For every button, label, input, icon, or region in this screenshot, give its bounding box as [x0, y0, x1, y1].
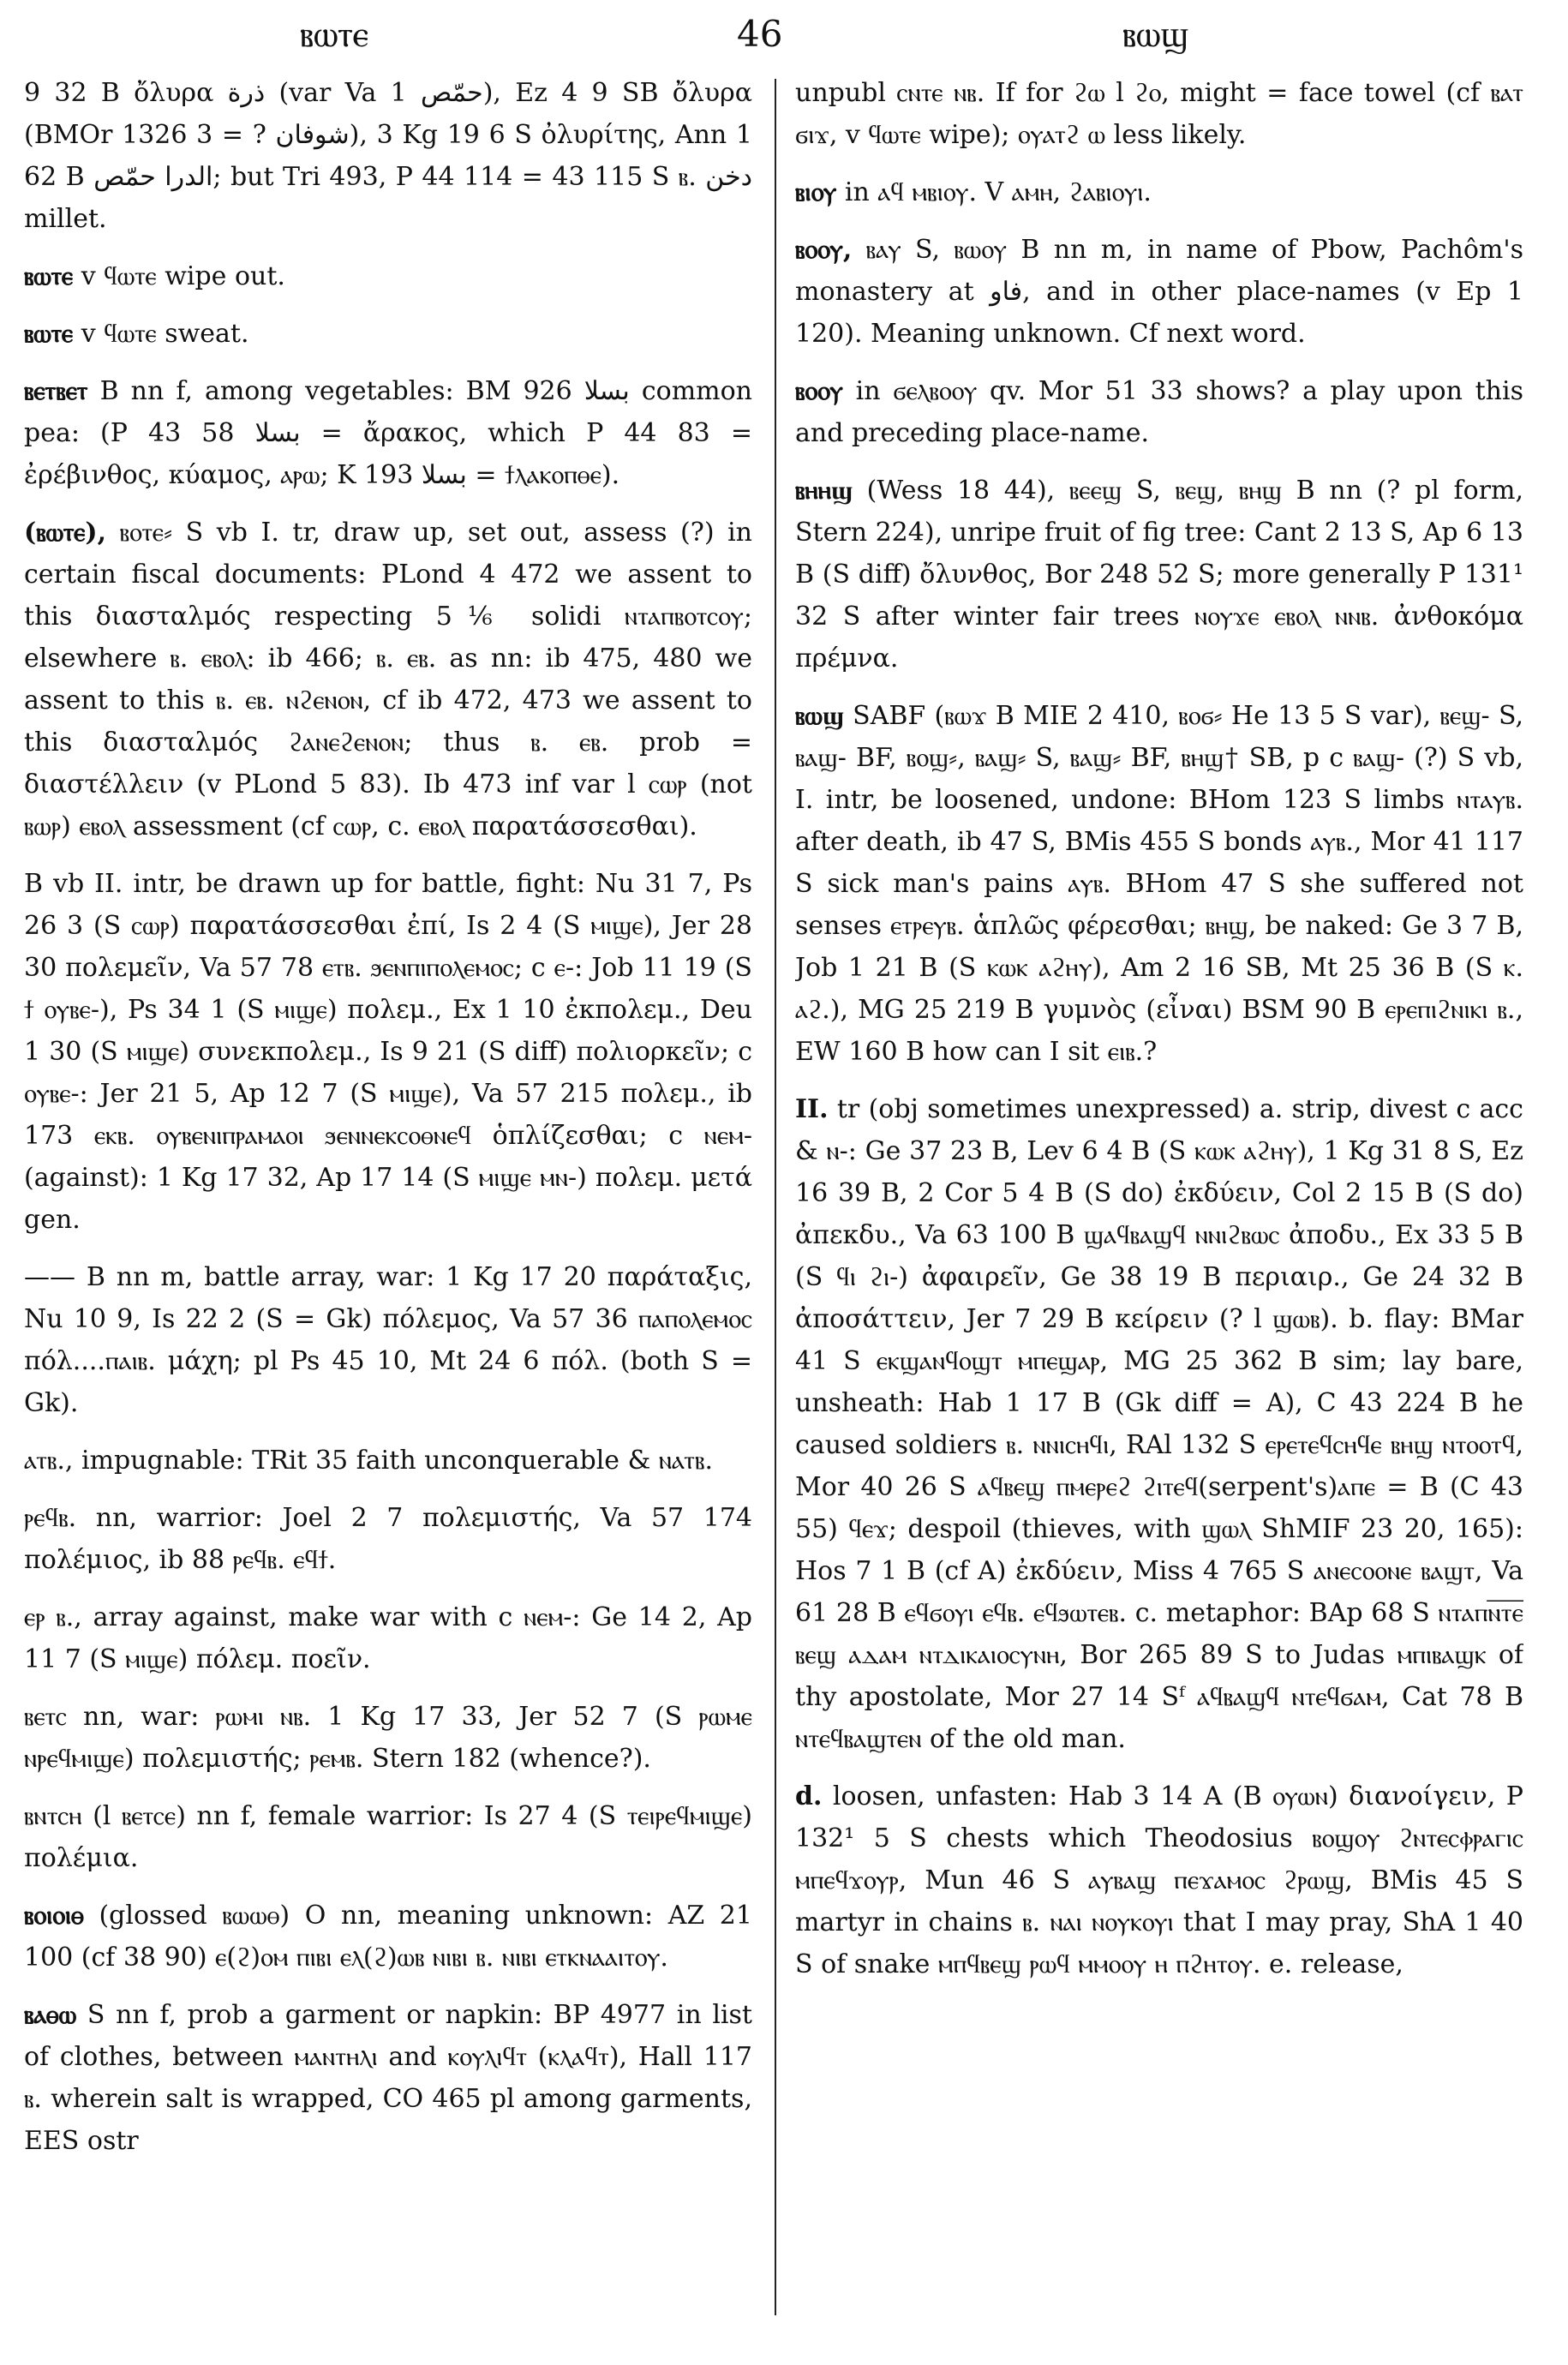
entry-text: B vb II. intr, be drawn up for battle, fight: Nu 31 7, Ps 26 3 (S ⲥⲱⲣ) παρατάσσεσθαι ἐπί, Is 2 4 (S ⲙⲓϣⲉ), Jer 28 30 πολεμεῖν, Va 57 78 ⲉⲧⲃ. ϧⲉⲛⲡⲓⲡⲟⲗⲉⲙⲟⲥ; c ⲉ-: Job 11 19 (S ϯ ⲟⲩⲃⲉ-), Ps 34 1 (S ⲙⲓϣⲉ) πολεμ., Ex 1 10 ἐκπολεμ., Deu 1 30 (S ⲙⲓϣⲉ) συνεκπολεμ., Is 9 21 (S diff) πολιορκεῖν; c ⲟⲩⲃⲉ-: Jer 21 5, Ap 12 7 (S ⲙⲓϣⲉ), Va 57 215 πολεμ., ib 173 ⲉⲕⲃ. ⲟⲩⲃⲉⲛⲓⲡⲣⲁⲙⲁⲟⲓ ϧⲉⲛⲛⲉⲕⲥⲟⲑⲛⲉϥ ὁπλίζεσθαι; c ⲛⲉⲙ- (against): 1 Kg 17 32, Ap 17 14 (S ⲙⲓϣⲉ ⲙⲛ-) πολεμ. μετά gen. — [24, 869, 752, 1235]
entry-text: v ϥⲱⲧⲉ wipe out. — [81, 261, 285, 291]
dictionary-entry — [24, 1994, 752, 2162]
entry-text: ⲃⲉⲧⲥ nn, war: ⲣⲱⲙⲓ ⲛⲃ. 1 Kg 17 33, Jer 52 7 (S ⲣⲱⲙⲉ ⲛⲣⲉϥⲙⲓϣⲉ) πολεμιστής; ⲣⲉⲙⲃ. Stern 182 (whence?). — [24, 1702, 752, 1774]
entry-text: (glossed ⲃⲱⲱⲑ) O nn, meaning unknown: AZ 21 100 (cf 38 90) ⲉ(ϩ)ⲟⲙ ⲡⲓⲃⲓ ⲉⲗ(ϩ)ⲱⲃ ⲛⲓⲃⲓ ⲃ. ⲛⲓⲃⲓ ⲉⲧⲕⲛⲁⲁⲓⲧⲟⲩ. — [24, 1901, 752, 1973]
entry-text: in ⲁϥ ⲙⲃⲓⲟⲩ. V ⲁⲙⲏ, ϩⲁⲃⲓⲟⲩⲓ. — [844, 177, 1152, 207]
entry-headword: ⲃⲁⲑⲱ — [24, 2000, 77, 2030]
entry-headword: ⲃⲏⲏϣ — [795, 476, 853, 506]
running-head-left: ⲃⲱⲧⲉ — [300, 13, 369, 55]
dictionary-entry — [795, 72, 1523, 156]
dictionary-entry — [24, 1440, 752, 1482]
dictionary-entry — [795, 1088, 1523, 1760]
entry-headword: ⲃⲟⲟⲩ, — [795, 235, 853, 265]
entry-text: ⲃⲟⲧⲉ⸗ S vb I. tr, draw up, set out, assess (?) in certain fiscal documents: PLond 4 472 we assent to this διασταλμός respecting 5⅙ solidi ⲛⲧⲁⲡⲃⲟⲧⲥⲟⲩ; elsewhere ⲃ. ⲉⲃⲟⲗ: ib 466; ⲃ. ⲉⲃ. as nn: ib 475, 480 we assent to this ⲃ. ⲉⲃ. ⲛϩⲉⲛⲟⲛ, cf ib 472, 473 we assent to this διασταλμός ϩⲁⲛⲉϩⲉⲛⲟⲛ; thus ⲃ. ⲉⲃ. prob = διαστέλλειν (v PLond 5 83). Ib 473 inf var l ⲥⲱⲣ (not ⲃⲱⲣ) ⲉⲃⲟⲗ assessment (cf ⲥⲱⲣ, c. ⲉⲃⲟⲗ παρατάσσεσθαι). — [24, 518, 752, 841]
dictionary-entry — [795, 171, 1523, 213]
entry-text: v ϥⲱⲧⲉ sweat. — [81, 319, 249, 349]
entry-text: tr (obj sometimes unexpressed) a. strip, divest c acc & ⲛ-: Ge 37 23 B, Lev 6 4 B (S ⲕⲱⲕ ⲁϩⲏⲩ), 1 Kg 31 8 S, Ez 16 39 B, 2 Cor 5 4 B (S do) ἐκδύειν, Col 2 15 B (S do) ἀπεκδυ., Va 63 100 B ϣⲁϥⲃⲁϣϥ ⲛⲛⲓϩⲃⲱⲥ ἀποδυ., Ex 33 5 B (S ϥⲓ ϩⲓ-) ἀφαιρεῖν, Ge 38 19 B περιαιρ., Ge 24 32 B ἀποσάττειν, Jer 7 29 B κείρειν (? l ϣⲱⲃ). b. flay: BMar 41 S ⲉⲕϣⲁⲛϥⲟϣⲧ ⲙⲡⲉϣⲁⲣ, MG 25 362 B sim; lay bare, unsheath: Hab 1 17 B (Gk diff = A), C 43 224 B he caused soldiers ⲃ. ⲛⲛⲓⲥⲏϥⲓ, RAl 132 S ⲉⲣⲉⲧⲉϥⲥⲏϥⲉ ⲃⲏϣ ⲛⲧⲟⲟⲧϥ, Mor 40 26 S ⲁϥⲃⲉϣ ⲡⲙⲉⲣⲉϩ ϩⲓⲧⲉϥ(serpent's)ⲁⲡⲉ = B (C 43 55) ϥⲉϫ; despoil (thieves, with ϣⲱⲗ ShMIF 23 20, 165): Hos 7 1 B (cf A) ἐκδύειν, Miss 4 765 S ⲁⲛⲉⲥⲟⲟⲛⲉ ⲃⲁϣⲧ, Va 61 28 B ⲉϥϭⲟⲩⲓ ⲉϥⲃ. ⲉϥϧⲱⲧⲉⲃ. c. metaphor: BAp 68 S ⲛⲧⲁⲡⲛ̅ⲧ̅ⲉ̅ ⲃⲉϣ ⲁⲇⲁⲙ ⲛⲧⲇⲓⲕⲁⲓⲟⲥⲩⲛⲏ, Bor 265 89 S to Judas ⲙⲡⲓⲃⲁϣⲕ of thy apostolate, Mor 27 14 Sᶠ ⲁϥⲃⲁϣϥ ⲛⲧⲉϥϭⲁⲙ, Cat 78 B ⲛⲧⲉϥⲃⲁϣⲧⲉⲛ of the old man. — [795, 1094, 1523, 1754]
entry-text: ⲁⲧⲃ., impugnable: TRit 35 faith unconquerable & ⲛⲁⲧⲃ. — [24, 1446, 713, 1476]
entry-text: loosen, unfasten: Hab 3 14 A (B ⲟⲩⲱⲛ) διανοίγειν, P 132¹ 5 S chests which Theodosius ⲃⲟϣⲟⲩ ϩⲛⲧⲉⲥⲫⲣⲁⲅⲓⲥ ⲙⲡⲉϥϫⲟⲩⲣ, Mun 46 S ⲁⲩⲃⲁϣ ⲡⲉϫⲁⲙⲟⲥ ϩⲣⲱϣ, BMis 45 S martyr in chains ⲃ. ⲛⲁⲓ ⲛⲟⲩⲕⲟⲩⲓ that I may pray, ShA 1 40 S of snake ⲙⲡϥⲃⲉϣ ⲣⲱϥ ⲙⲙⲟⲟⲩ ⲏ ⲡϩⲏⲧⲟⲩ. e. release, — [795, 1781, 1523, 1979]
entry-headword: ⲃⲟⲟⲩ — [795, 376, 843, 406]
entry-text: ⲉⲣ ⲃ., array against, make war with c ⲛⲉⲙ-: Ge 14 2, Ap 11 7 (S ⲙⲓϣⲉ) πόλεμ. ποεῖν. — [24, 1602, 752, 1674]
entry-headword: d. — [795, 1781, 823, 1811]
dictionary-entry — [795, 695, 1523, 1073]
entry-text: —— B nn m, battle array, war: 1 Kg 17 20 παράταξις, Nu 10 9, Is 22 2 (S = Gk) πόλεμος, Va 57 36 ⲡⲁⲡⲟⲗⲉⲙⲟⲥ πόλ....ⲡⲁⲓⲃ. μάχη; pl Ps 45 10, Mt 24 6 πόλ. (both S = Gk). — [24, 1262, 752, 1418]
entry-text: (Wess 18 44), ⲃⲉⲉϣ S, ⲃⲉϣ, ⲃⲏϣ B nn (? pl form, Stern 224), unripe fruit of fig tree: Cant 2 13 S, Ap 6 13 B (S diff) ὄλυνθος, Bor 248 52 S; more generally P 131¹ 32 S after winter fair trees ⲛⲟⲩϫⲉ ⲉⲃⲟⲗ ⲛⲛⲃ. ἀνθοκόμα πρέμνα. — [795, 476, 1523, 674]
dictionary-entry — [795, 470, 1523, 680]
dictionary-entry — [24, 1696, 752, 1780]
dictionary-entry — [24, 1795, 752, 1879]
entry-text: SABF (ⲃⲱϫ B MIE 2 410, ⲃⲟϭ⸗ He 13 5 S var), ⲃⲉϣ- S, ⲃⲁϣ- BF, ⲃⲟϣ⸗, ⲃⲁϣ⸗ S, ⲃⲁϣ⸗ BF, ⲃⲏϣ† SB, p c ⲃⲁϣ- (?) S vb, I. intr, be loosened, undone: BHom 123 S limbs ⲛⲧⲁⲩⲃ. after death, ib 47 S, BMis 455 S bonds ⲁⲩⲃ., Mor 41 117 S sick man's pains ⲁⲩⲃ. BHom 47 S she suffered not senses ⲉⲧⲣⲉⲩⲃ. ἁπλῶς φέρεσθαι; ⲃⲏϣ, be naked: Ge 3 7 B, Job 1 21 B (S ⲕⲱⲕ ⲁϩⲏⲩ), Am 2 16 SB, Mt 25 36 B (S ⲕ. ⲁϩ.), MG 25 219 B γυμνὸς (εἶναι) BSM 90 B ⲉⲣⲉⲡⲓϩⲛⲓⲕⲓ ⲃ., EW 160 B how can I sit ⲉⲓⲃ.? — [795, 701, 1523, 1067]
right-column — [795, 72, 1523, 2351]
dictionary-entry — [24, 1895, 752, 1979]
dictionary-entry — [795, 370, 1523, 454]
entry-headword: II. — [795, 1094, 829, 1124]
dictionary-entry — [24, 255, 752, 297]
entry-headword: ⲃⲉⲧⲃⲉⲧ — [24, 376, 88, 406]
dictionary-entry — [24, 863, 752, 1241]
entry-headword: ⲃⲱϣ — [795, 701, 844, 731]
entry-text: B nn f, among vegetables: BM 926 بسلا common pea: (P 43 58 بسلا = ἄρακος, which P 44 83 = ἐρέβινθος, κύαμος, ⲁⲣⲱ; K 193 بسلا = ϯⲗⲁⲕⲟⲡⲑⲉ). — [24, 376, 752, 490]
running-head-right: ⲃⲱϣ — [1122, 13, 1189, 55]
entry-text: ⲃⲁⲩ S, ⲃⲱⲟⲩ B nn m, in name of Pbow, Pachôm's monastery at فاو, and in other place-names (v Ep 1 120). Meaning unknown. Cf next word. — [795, 235, 1523, 349]
entry-headword: ⲃⲟⲓⲟⲓⲑ — [24, 1901, 84, 1931]
dictionary-entry — [24, 72, 752, 240]
dictionary-entry — [24, 1596, 752, 1680]
entry-headword: ⲃⲱⲧⲉ — [24, 261, 74, 291]
entry-headword: ⲃⲓⲟⲩ — [795, 177, 837, 207]
entry-text: S nn f, prob a garment or napkin: BP 4977 in list of clothes, between ⲙⲁⲛⲧⲏⲗⲓ and ⲕⲟⲩⲗⲓϥⲧ (ⲕⲗⲁϥⲧ), Hall 117 ⲃ. wherein salt is wrapped, CO 465 pl among garments, EES ostr — [24, 2000, 752, 2156]
entry-text: unpubl ⲥⲛⲧⲉ ⲛⲃ. If for ϩⲱ l ϩⲟ, might = face towel (cf ⲃⲁⲧ ϭⲓϫ, v ϥⲱⲧⲉ wipe); ⲟⲩⲁⲧϩ ⲱ less likely. — [795, 78, 1523, 150]
entry-text: ⲣⲉϥⲃ. nn, warrior: Joel 2 7 πολεμιστής, Va 57 174 πολέμιος, ib 88 ⲣⲉϥⲃ. ⲉϥϯ. — [24, 1503, 752, 1575]
entry-text: in ϭⲉⲗⲃⲟⲟⲩ qv. Mor 51 33 shows? a play upon this and preceding place-name. — [795, 376, 1523, 448]
page-number: 46 — [737, 13, 783, 55]
dictionary-entry — [24, 313, 752, 355]
dictionary-entry — [24, 1497, 752, 1581]
column-divider — [775, 79, 776, 2315]
entry-headword: (ⲃⲱⲧⲉ), — [24, 518, 107, 548]
dictionary-entry — [24, 1256, 752, 1424]
entry-headword: ⲃⲱⲧⲉ — [24, 319, 74, 349]
dictionary-entry — [24, 370, 752, 496]
dictionary-entry — [795, 1775, 1523, 1985]
dictionary-entry — [795, 229, 1523, 355]
entry-text: ⲃⲛⲧⲥⲏ (l ⲃⲉⲧⲥⲉ) nn f, female warrior: Is 27 4 (S ⲧⲉⲓⲣⲉϥⲙⲓϣⲉ) πολέμια. — [24, 1801, 752, 1873]
left-column — [24, 72, 752, 2351]
dictionary-entry — [24, 512, 752, 847]
entry-text: 9 32 B ὄλυρα ذرة (var Va 1 حمّص), Ez 4 9 SB ὄλυρα (BMOr 1326 3 = ? شوفان), 3 Kg 19 6 S ὀλυρίτης, Ann 1 62 B الدرا حمّص; but Tri 493, P 44 114 = 43 115 S ⲃ. دخن millet. — [24, 78, 752, 234]
